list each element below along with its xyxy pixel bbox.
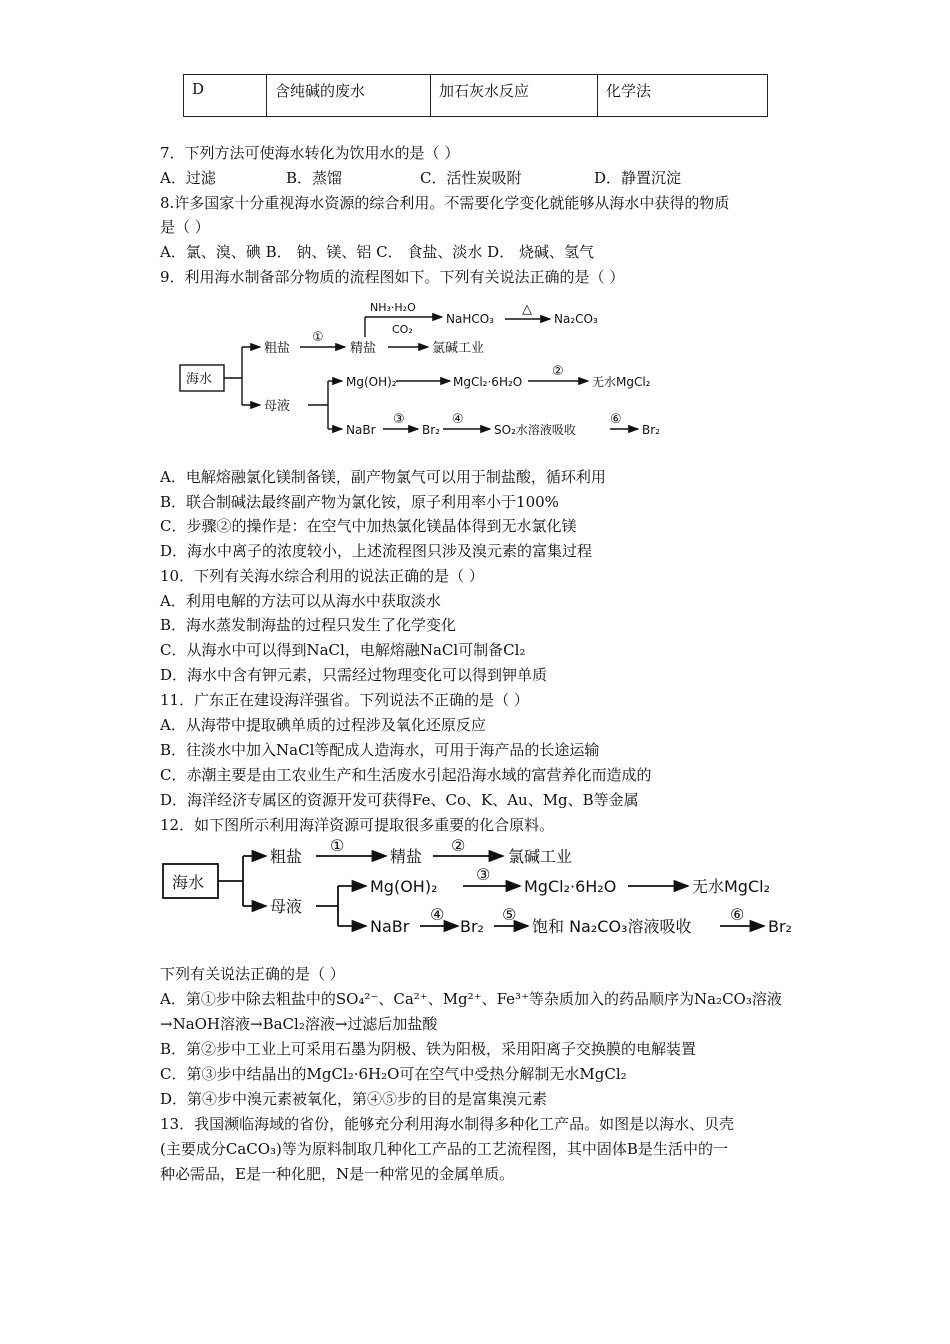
label-nh3: NH₃·H₂O: [370, 301, 416, 314]
label-seawater: 海水: [172, 873, 205, 892]
label-br2: Br₂: [422, 423, 440, 437]
question-9-option-d: D．海水中离子的浓度较小，上述流程图只涉及溴元素的富集过程: [160, 542, 593, 560]
label-refined-salt: 精盐: [390, 847, 423, 866]
label-mgcl2-6h2o: MgCl₂·6H₂O: [453, 375, 523, 389]
label-mgcl2-6h2o: MgCl₂·6H₂O: [524, 877, 617, 896]
question-9-option-b: B．联合制碱法最终副产物为氯化铵，原子利用率小于100%: [160, 493, 559, 511]
question-12-option-a-cont: →NaOH溶液→BaCl₂溶液→过滤后加盐酸: [160, 1015, 438, 1033]
question-7-stem: 7．下列方法可使海水转化为饮用水的是（ ）: [160, 144, 460, 162]
question-10-option-a: A．利用电解的方法可以从海水中获取淡水: [160, 592, 441, 610]
label-step-6: ⑥: [610, 412, 622, 427]
label-step-1: ①: [330, 838, 345, 855]
label-na2co3: Na₂CO₃: [554, 312, 598, 326]
question-10-stem: 10．下列有关海水综合利用的说法正确的是（ ）: [160, 567, 484, 585]
table-cell: 化学法: [598, 75, 768, 117]
label-chlor-alkali: 氯碱工业: [508, 847, 573, 866]
question-9-option-a: A．电解熔融氯化镁制备镁，副产物氯气可以用于制盐酸，循环利用: [160, 468, 606, 486]
label-nabr: NaBr: [346, 423, 376, 437]
question-11-option-d: D．海洋经济专属区的资源开发可获得Fe、Co、K、Au、Mg、B等金属: [160, 791, 639, 809]
label-step-3: ③: [476, 865, 491, 884]
label-anhydrous-mgcl2: 无水MgCl₂: [692, 877, 770, 896]
label-step-4: ④: [430, 905, 445, 924]
flowchart-q12: [158, 838, 803, 943]
question-8-stem-cont: 是（ ）: [160, 218, 210, 236]
label-nabr: NaBr: [370, 917, 410, 936]
label-nahco3: NaHCO₃: [446, 312, 494, 326]
label-step-1: ①: [312, 330, 324, 345]
table-cell: D: [184, 75, 267, 117]
label-seawater: 海水: [186, 372, 213, 387]
question-10-option-b: B．海水蒸发制海盐的过程只发生了化学变化: [160, 616, 457, 634]
label-anhydrous-mgcl2: 无水MgCl₂: [592, 375, 651, 389]
question-12-option-b: B．第②步中工业上可采用石墨为阴极、铁为阳极，采用阳离子交换膜的电解装置: [160, 1040, 697, 1058]
label-br2-final: Br₂: [768, 917, 792, 936]
label-mgoh2: Mg(OH)₂: [370, 877, 438, 896]
option: A．过滤: [160, 169, 216, 187]
question-9-option-c: C．步骤②的操作是：在空气中加热氯化镁晶体得到无水氯化镁: [160, 517, 577, 535]
label-crude-salt: 粗盐: [270, 847, 303, 866]
question-10-option-c: C．从海水中可以得到NaCl，电解熔融NaCl可制备Cl₂: [160, 641, 526, 659]
label-mgoh2: Mg(OH)₂: [346, 375, 397, 389]
label-step-5: ⑤: [502, 905, 517, 924]
flowchart-q9: [160, 295, 680, 450]
label-br2: Br₂: [460, 917, 484, 936]
question-12-option-d: D．第④步中溴元素被氧化，第④⑤步的目的是富集溴元素: [160, 1090, 548, 1108]
label-heat: △: [522, 302, 532, 317]
label-chlor-alkali: 氯碱工业: [432, 341, 485, 356]
option: C．活性炭吸附: [420, 169, 522, 187]
label-step-4: ④: [452, 412, 464, 427]
question-11-option-a: A．从海带中提取碘单质的过程涉及氧化还原反应: [160, 716, 486, 734]
question-8-stem: 8.许多国家十分重视海水资源的综合利用。不需要化学变化就能够从海水中获得的物质: [160, 194, 730, 212]
label-mother-liquor: 母液: [270, 897, 303, 916]
question-9-stem: 9．利用海水制备部分物质的流程图如下。下列有关说法正确的是（ ）: [160, 268, 625, 286]
option: B．蒸馏: [286, 169, 343, 187]
table-row: [183, 74, 768, 117]
table-cell: 含纯碱的废水: [267, 75, 431, 117]
label-refined-salt: 精盐: [350, 341, 377, 356]
table-cell: 加石灰水反应: [431, 75, 598, 117]
label-mother-liquor: 母液: [264, 399, 291, 414]
question-10-option-d: D．海水中含有钾元素，只需经过物理变化可以得到钾单质: [160, 666, 548, 684]
question-13-line-2: (主要成分CaCO₃)等为原料制取几种化工产品的工艺流程图，其中固体B是生活中的一: [160, 1140, 728, 1158]
question-12-option-c: C．第③步中结晶出的MgCl₂·6H₂O可在空气中受热分解制无水MgCl₂: [160, 1065, 627, 1083]
label-so2-absorb: SO₂水溶液吸收: [494, 423, 576, 437]
question-8-options: A．氯、溴、碘 B． 钠、镁、铝 C． 食盐、淡水 D． 烧碱、氢气: [160, 243, 594, 261]
question-12-question: 下列有关说法正确的是（ ）: [160, 965, 345, 983]
label-step-2: ②: [552, 364, 564, 379]
label-br2-final: Br₂: [642, 423, 660, 437]
question-13-line-1: 13．我国濒临海域的省份，能够充分利用海水制得多种化工产品。如图是以海水、贝壳: [160, 1115, 735, 1133]
question-11-stem: 11．广东正在建设海洋强省。下列说法不正确的是（ ）: [160, 691, 529, 709]
label-co2: CO₂: [392, 323, 413, 336]
label-step-6: ⑥: [730, 905, 745, 924]
option: D．静置沉淀: [594, 169, 682, 187]
question-13-line-3: 种必需品，E是一种化肥，N是一种常见的金属单质。: [160, 1165, 515, 1183]
label-crude-salt: 粗盐: [264, 341, 291, 356]
question-12-stem: 12．如下图所示利用海洋资源可提取很多重要的化合原料。: [160, 816, 555, 834]
question-11-option-b: B．往淡水中加入NaCl等配成人造海水，可用于海产品的长途运输: [160, 741, 600, 759]
label-na2co3-absorb: 饱和 Na₂CO₃溶液吸收: [532, 917, 692, 936]
question-11-option-c: C．赤潮主要是由工农业生产和生活废水引起沿海水域的富营养化而造成的: [160, 766, 652, 784]
label-step-3: ③: [393, 412, 405, 427]
label-step-2: ②: [451, 838, 466, 855]
question-12-option-a: A．第①步中除去粗盐中的SO₄²⁻、Ca²⁺、Mg²⁺、Fe³⁺等杂质加入的药品顺序为Na₂CO₃溶液: [160, 990, 782, 1008]
